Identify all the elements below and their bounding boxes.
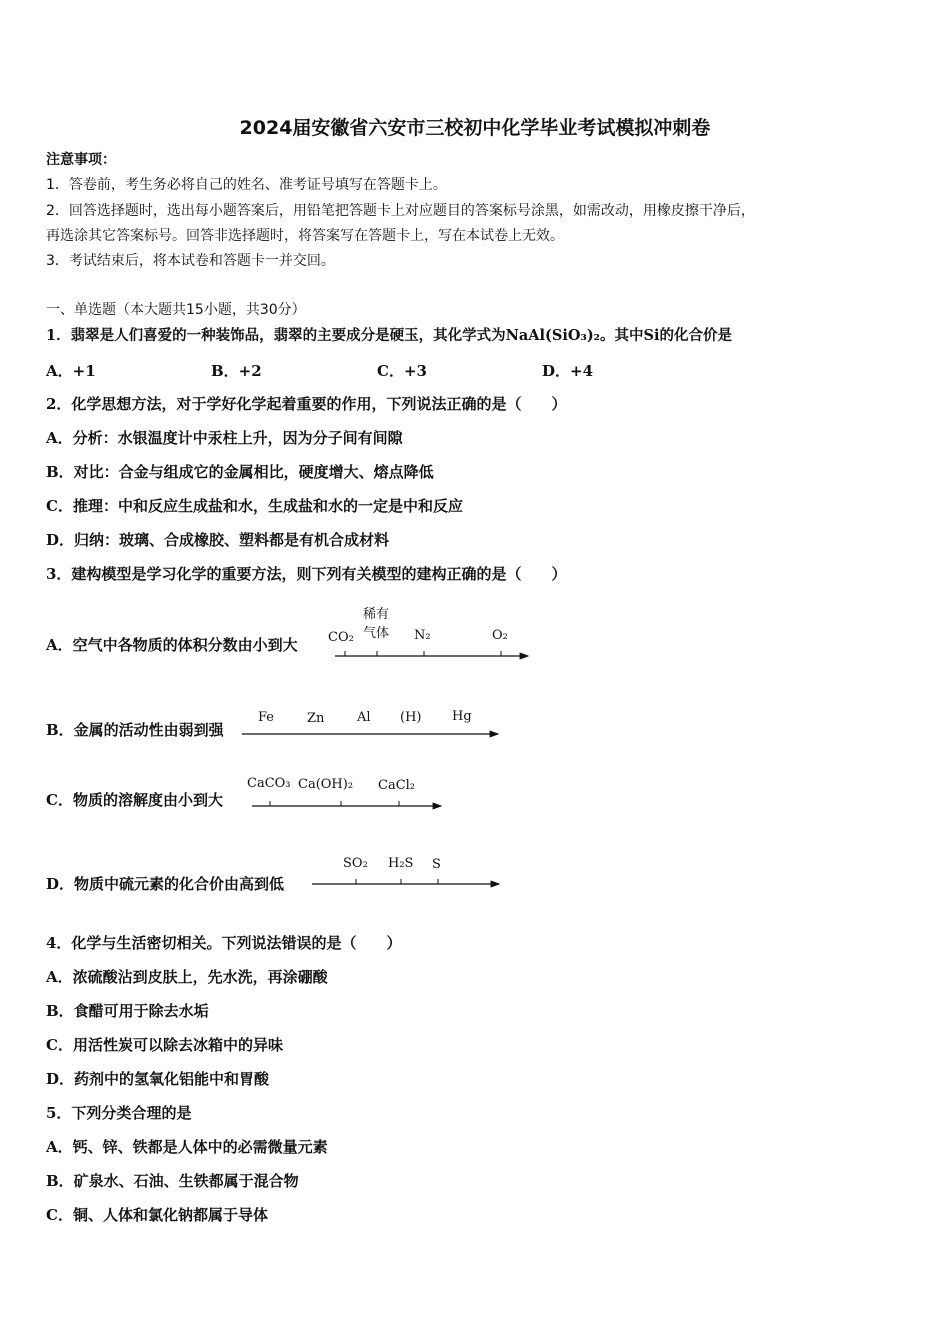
q3d-label-h2s: H₂S [388,856,414,871]
q3c-label-caoh2: Ca(OH)₂ [298,777,354,792]
q3b-label-al: Al [357,710,371,725]
q2-option-d: D．归纳：玻璃、合成橡胶、塑料都是有机合成材料 [46,531,390,549]
notes-item-2-line-1: 2．回答选择题时，选出每小题答案后，用铅笔把答题卡上对应题目的答案标号涂黑，如需改动，用橡皮擦干净后， [46,203,755,219]
notes-item-1: 1．答卷前，考生务必将自己的姓名、准考证号填写在答题卡上。 [46,177,447,193]
q3b-label-h: (H) [400,710,422,725]
page-title: 2024届安徽省六安市三校初中化学毕业考试模拟冲刺卷 [239,117,711,139]
q3a-label-co2: CO₂ [328,630,354,645]
q1-option-a: A．+1 [46,362,96,380]
q2-option-c: C．推理：中和反应生成盐和水，生成盐和水的一定是中和反应 [46,497,463,515]
q3b-label-hg: Hg [452,709,472,724]
q3b-label-fe: Fe [258,710,275,725]
notes-heading: 注意事项： [46,152,116,168]
q1-option-c: C．+3 [377,362,427,380]
q5-option-c: C．铜、人体和氯化钠都属于导体 [46,1206,268,1224]
section-heading: 一、单选题（本大题共15小题，共30分） [46,302,306,318]
q3d-label-s: S [432,857,441,872]
q4-option-c: C．用活性炭可以除去冰箱中的异味 [46,1036,283,1054]
q4-option-b: B．食醋可用于除去水垢 [46,1002,209,1020]
q3-option-b-text: B．金属的活动性由弱到强 [46,721,224,739]
q3-option-c-text: C．物质的溶解度由小到大 [46,791,223,809]
q2-option-b: B．对比：合金与组成它的金属相比，硬度增大、熔点降低 [46,463,434,481]
q3c-label-caco3: CaCO₃ [247,776,291,791]
q3a-label-o2: O₂ [492,628,508,643]
q4-stem: 4．化学与生活密切相关。下列说法错误的是（ ） [46,934,402,952]
q3-option-d-text: D．物质中硫元素的化合价由高到低 [46,875,285,893]
q4-option-a: A．浓硫酸沾到皮肤上，先水洗，再涂硼酸 [46,968,328,986]
q3a-label-rare: 稀有 [363,607,390,622]
q2-option-a: A．分析：水银温度计中汞柱上升，因为分子间有间隙 [46,429,403,447]
q4-option-d: D．药剂中的氢氧化铝能中和胃酸 [46,1070,270,1088]
q3c-label-cacl2: CaCl₂ [378,778,416,793]
q5-option-b: B．矿泉水、石油、生铁都属于混合物 [46,1172,299,1190]
q1-option-b: B．+2 [211,362,262,380]
q1-stem: 1．翡翠是人们喜爱的一种装饰品，翡翠的主要成分是硬玉，其化学式为NaAl(SiO₃)₂。其中Si的化合价是 [46,327,733,344]
q3b-label-zn: Zn [307,711,325,726]
q3-option-a-text: A．空气中各物质的体积分数由小到大 [46,636,298,654]
q3a-label-gas: 气体 [363,626,390,641]
q3d-label-so2: SO₂ [343,856,368,871]
q5-stem: 5．下列分类合理的是 [46,1104,192,1122]
q3-stem: 3．建构模型是学习化学的重要方法，则下列有关模型的建构正确的是（ ） [46,565,567,583]
q3a-label-n2: N₂ [414,628,431,643]
notes-item-3: 3．考试结束后，将本试卷和答题卡一并交回。 [46,253,335,269]
q5-option-a: A．钙、锌、铁都是人体中的必需微量元素 [46,1138,328,1156]
q1-option-d: D．+4 [542,362,594,380]
notes-item-2-line-2: 再选涂其它答案标号。回答非选择题时，将答案写在答题卡上，写在本试卷上无效。 [46,228,564,244]
q2-stem: 2．化学思想方法，对于学好化学起着重要的作用，下列说法正确的是（ ） [46,395,567,413]
